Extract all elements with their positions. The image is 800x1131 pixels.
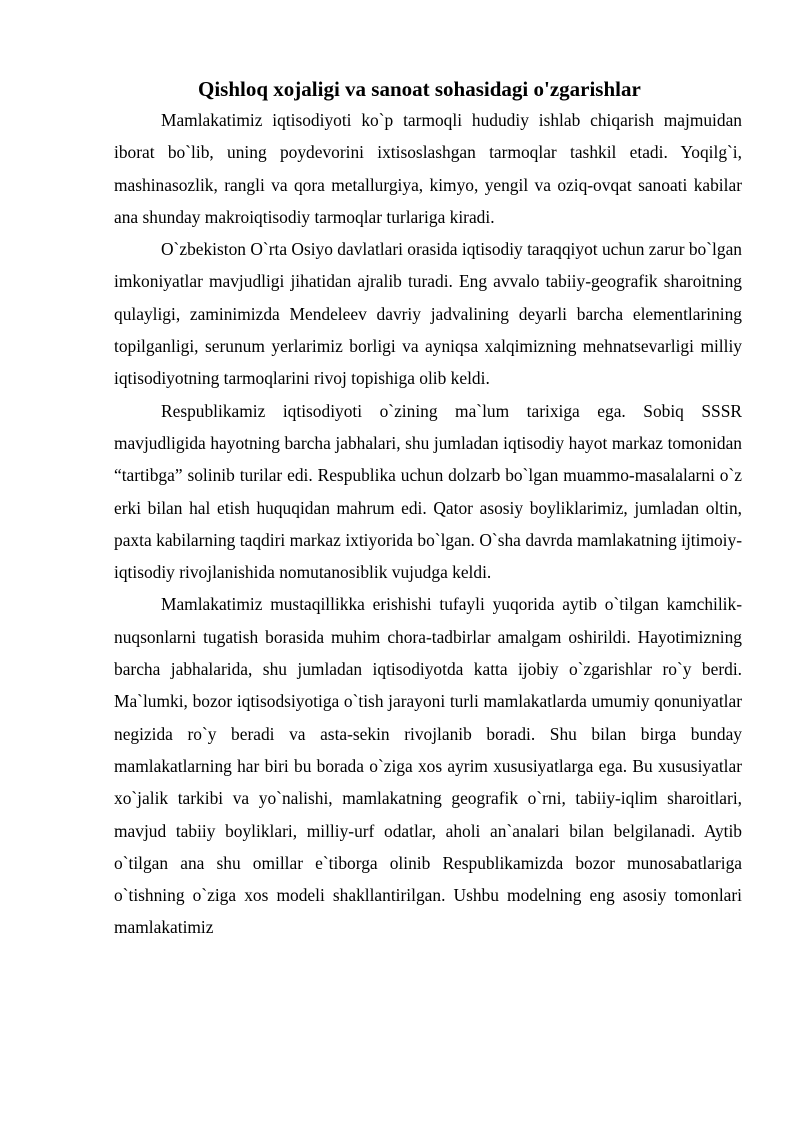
paragraph-2: O`zbekiston O`rta Osiyo davlatlari orasida iqtisodiy taraqqiyot uchun zarur bo`lgan imkoniyatlar mavjudligi jihatidan ajralib turadi. Eng avvalo tabiiy-geografik sharoitning qulayligi, zaminimizda Mendeleev davriy jadvalining deyarli barcha elementlarining topilganligi, serunum yerlarimiz borligi va ayniqsa xalqimizning mehnatsevarligi milliy iqtisodiyotning tarmoqlarini rivoj topishiga olib keldi. [114, 239, 742, 389]
paragraph-4: Mamlakatimiz mustaqillikka erishishi tufayli yuqorida aytib o`tilgan kamchilik-nuqsonlarni tugatish borasida muhim chora-tadbirlar amalgam oshirildi. Hayotimizning barcha jabhalarida, shu jumladan iqtisodiyotda katta ijobiy o`zgarishlar ro`y berdi. Ma`lumki, bozor iqtisodsiyotiga o`tish jarayoni turli mamlakatlarda umumiy qonuniyatlar negizida ro`y beradi va asta-sekin rivojlanib boradi. Shu bilan birga bunday mamlakatlarning har biri bu borada o`ziga xos ayrim xususiyatlarga ega. Bu xususiyatlar xo`jalik tarkibi va yo`nalishi, mamlakatning geografik o`rni, tabiiy-iqlim sharoitlari, mavjud tabiiy boyliklari, milliy-urf odatlar, aholi an`analari bilan belgilanadi. Aytib o`tilgan ana shu omillar e`tiborga olinib Respublikamizda bozor munosabatlariga o`tishning o`ziga xos modeli shakllantirilgan. Ushbu modelning eng asosiy tomonlari mamlakatimiz [114, 594, 742, 938]
paragraph-3: Respublikamiz iqtisodiyoti o`zining ma`lum tarixiga ega. Sobiq SSSR mavjudligida hayotning barcha jabhalari, shu jumladan iqtisodiy hayot markaz tomonidan “tartibga” solinib turilar edi. Respublika uchun dolzarb bo`lgan muammo-masalalarni o`z erki bilan hal etish huquqidan mahrum edi. Qator asosiy boyliklarimiz, jumladan oltin, paxta kabilarning taqdiri markaz ixtiyorida bo`lgan. O`sha davrda mamlakatning ijtimoiy-iqtisodiy rivojlanishida nomutanosiblik vujudga keldi. [114, 400, 742, 583]
paragraph-1: Mamlakatimiz iqtisodiyoti ko`p tarmoqli hududiy ishlab chiqarish majmuidan iborat bo`lib, uning poydevorini ixtisoslashgan tarmoqlar tashkil etadi. Yoqilg`i, mashinasozlik, rangli va qora metallurgiya, kimyo, yengil va oziq-ovqat sanoati kabilar ana shunday makroiqtisodiy tarmoqlar turlariga kiradi. [114, 110, 742, 227]
document-title: Qishloq xojaligi va sanoat sohasidagi o'zgarishlar [198, 77, 641, 101]
document-page [114, 74, 742, 944]
